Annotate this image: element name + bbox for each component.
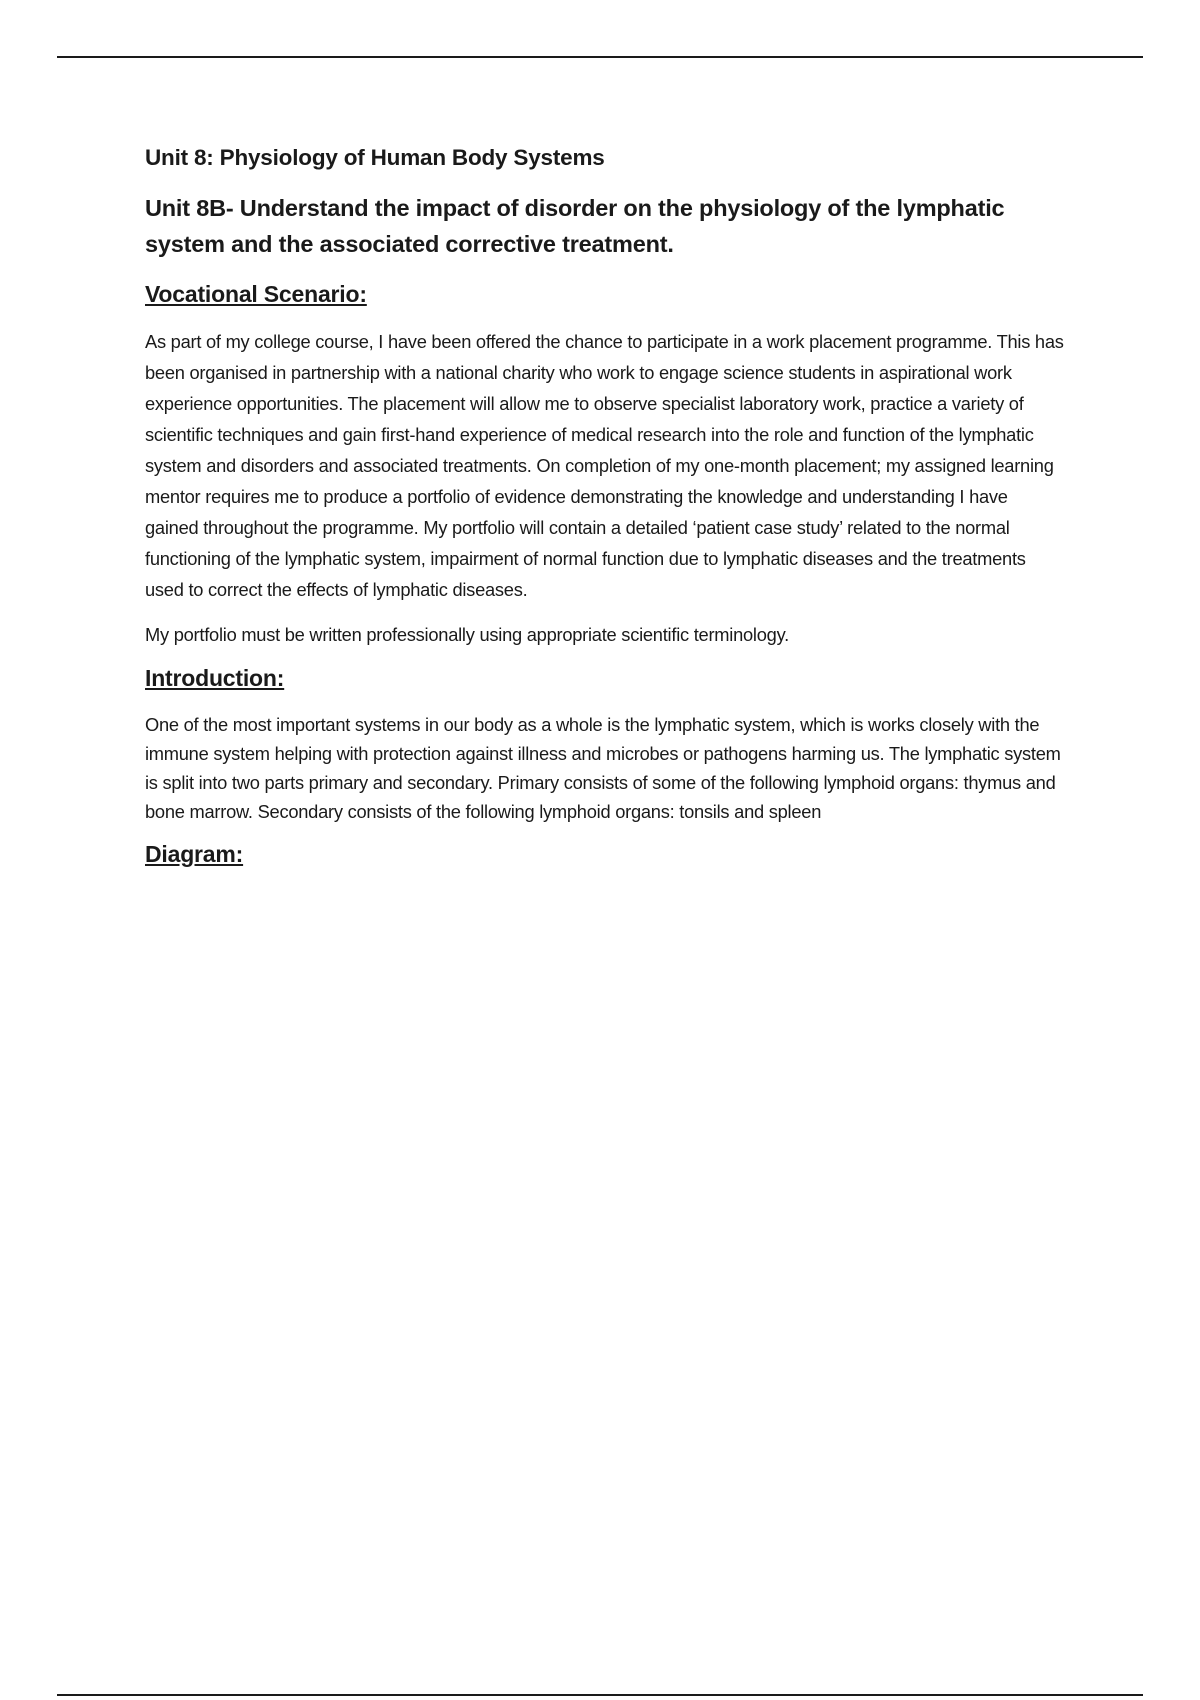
bottom-rule: [57, 1694, 1143, 1696]
document-body: [145, 143, 1065, 886]
unit-title: Unit 8: Physiology of Human Body Systems: [145, 145, 605, 170]
unit-subtitle: Unit 8B- Understand the impact of disorder on the physiology of the lymphatic system and the associated corrective treatment.: [145, 195, 1005, 258]
introduction-heading: Introduction:: [145, 665, 285, 692]
diagram-heading: Diagram:: [145, 841, 244, 868]
introduction-paragraph: One of the most important systems in our body as a whole is the lymphatic system, which is works closely with the immune system helping with protection against illness and microbes or pathogens harming us. The lymphatic system is split into two parts primary and secondary. Primary consists of some of the following lymphoid organs: thymus and bone marrow. Secondary consists of the following lymphoid organs: tonsils and spleen: [145, 714, 1061, 823]
portfolio-requirement-paragraph: My portfolio must be written professionally using appropriate scientific terminology.: [145, 624, 789, 646]
vocational-scenario-heading: Vocational Scenario:: [145, 281, 367, 308]
top-rule: [57, 56, 1143, 58]
vocational-scenario-paragraph: As part of my college course, I have been offered the chance to participate in a work placement programme. This has been organised in partnership with a national charity who work to engage science students in aspirational work experience opportunities. The placement will allow me to observe specialist laboratory work, practice a variety of scientific techniques and gain first-hand experience of medical research into the role and function of the lymphatic system and disorders and associated treatments. On completion of my one-month placement; my assigned learning mentor requires me to produce a portfolio of evidence demonstrating the knowledge and understanding I have gained throughout the programme. My portfolio will contain a detailed ‘patient case study’ related to the normal functioning of the lymphatic system, impairment of normal function due to lymphatic diseases and the treatments used to correct the effects of lymphatic diseases.: [145, 331, 1064, 601]
